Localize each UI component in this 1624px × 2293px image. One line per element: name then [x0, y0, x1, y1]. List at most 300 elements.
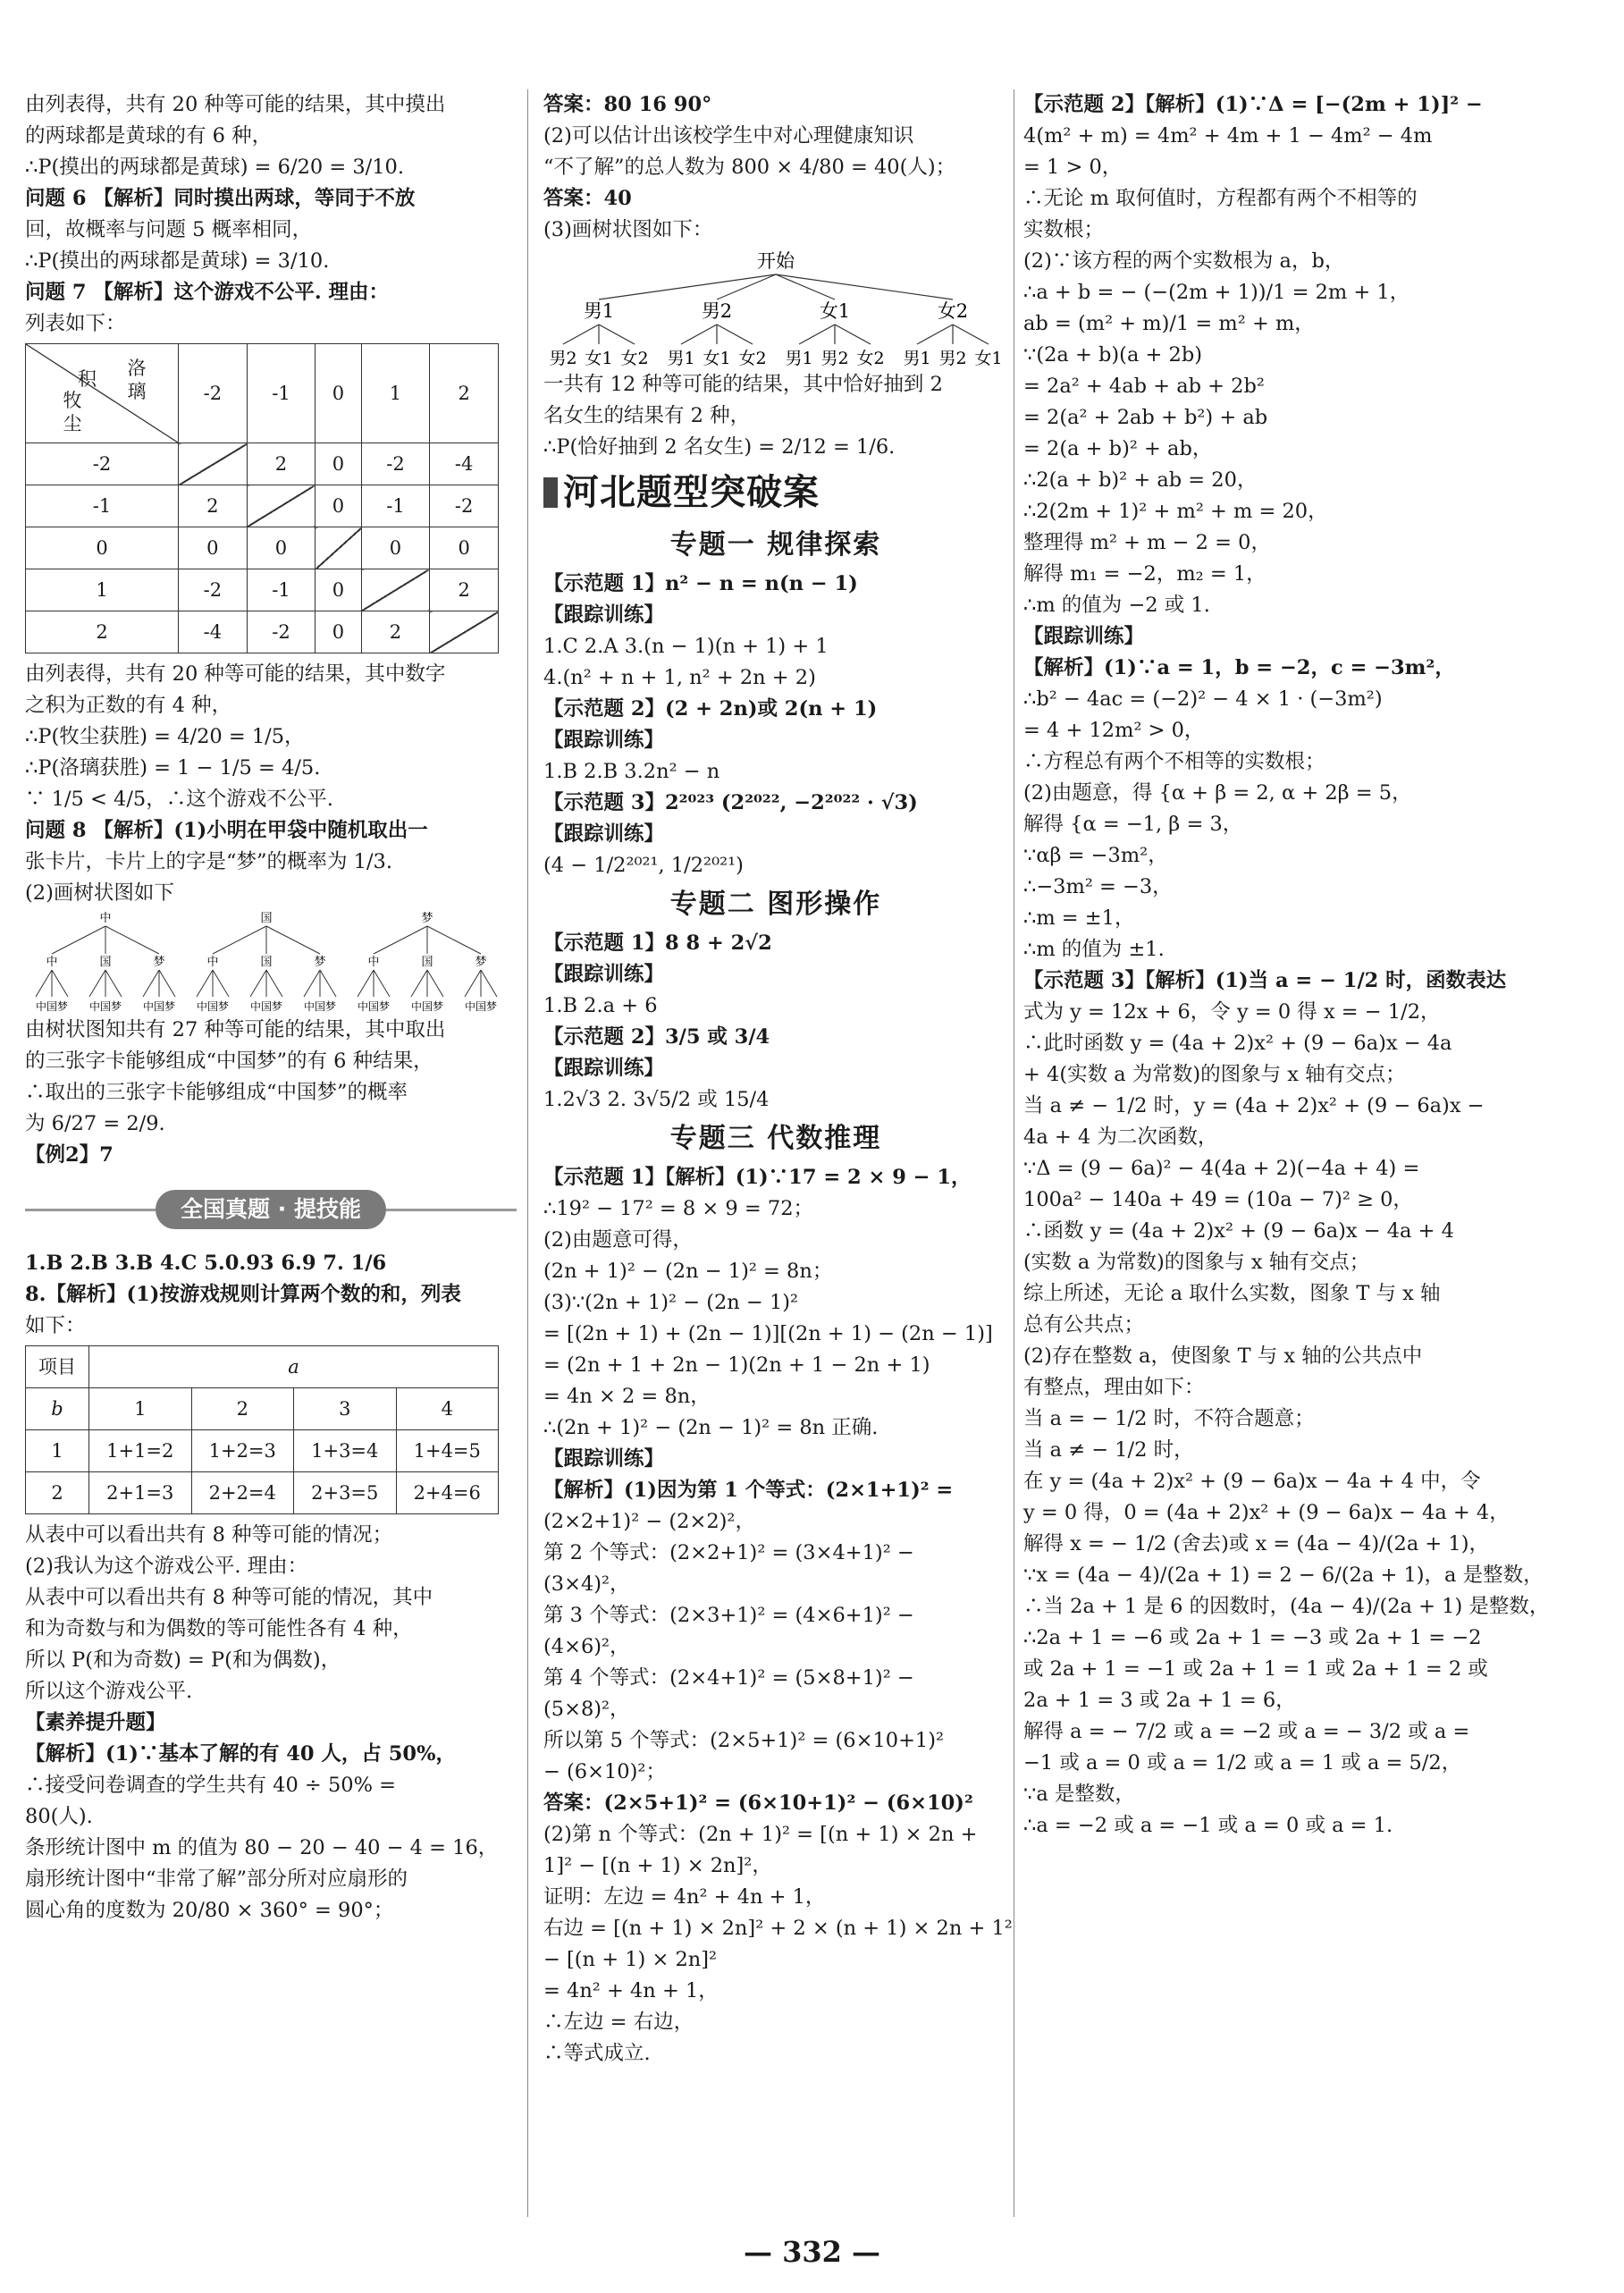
tree-leaf-node: 女1 [974, 349, 1003, 368]
table-cell: 1+2=3 [191, 1430, 294, 1472]
text-line: (2)画树状图如下 [25, 881, 174, 905]
text-line: 【跟踪训练】 [1023, 625, 1145, 648]
text-line: 100a² − 140a + 49 = (10a − 7)² ≥ 0， [1023, 1188, 1413, 1211]
sum-table-a-val: 4 [396, 1388, 499, 1430]
text-line: (2)由题意，得 {α + β = 2, α + 2β = 5， [1023, 781, 1412, 805]
corner-label-top: 洛璃 [127, 358, 147, 402]
table-cell [247, 485, 316, 527]
table-cell: -1 [247, 569, 316, 611]
table-row-header: 1 [26, 569, 179, 611]
table-cell: 2 [361, 611, 430, 653]
text-line: 【示范题 3】【解析】(1)当 a = − 1/2 时，函数表达 [1023, 969, 1507, 992]
text-line: 问题 7 【解析】这个游戏不公平. 理由： [25, 281, 389, 304]
tree-root-node: 梦 [421, 912, 433, 925]
text-line: 解得 m₁ = −2，m₂ = 1， [1023, 562, 1266, 586]
text-line: 答案：80 16 90° [543, 93, 712, 116]
tree-branch [358, 970, 374, 997]
tree-branch [36, 970, 52, 997]
text-line: (3)画树状图如下： [543, 218, 713, 241]
text-line: ∴取出的三张字卡能够组成“中国梦”的概率 [25, 1081, 408, 1104]
tree-mid-node: 梦 [153, 956, 165, 969]
text-line: 问题 6 【解析】同时摸出两球，等同于不放 [25, 187, 416, 210]
table-cell: -4 [430, 443, 499, 485]
tree-level1-node: 女1 [819, 300, 851, 322]
topic-heading-1: 专题一 规律探索 [669, 529, 882, 561]
section-banner [25, 1176, 517, 1243]
tree-level1-node: 女2 [937, 300, 969, 322]
text-line: 【跟踪训练】 [543, 822, 665, 846]
text-line: 实数根； [1023, 218, 1105, 241]
text-line: (2)第 n 个等式：(2n + 1)² = [(n + 1) × 2n + [543, 1823, 978, 1846]
text-line: 【示范题 1】n² − n = n(n − 1) [543, 572, 858, 595]
table-cell: 2+4=6 [396, 1472, 499, 1514]
text-line: ∴函数 y = (4a + 2)x² + (9 − 6a)x − 4a + 4 [1023, 1219, 1454, 1243]
text-line: 之积为正数的有 4 种， [25, 694, 232, 717]
text-line: = 4n × 2 = 8n， [543, 1385, 711, 1408]
text-line: 综上所述，无论 a 取什么实数，图象 T 与 x 轴 [1023, 1282, 1441, 1305]
tree-branch [776, 274, 953, 299]
text-line: 在 y = (4a + 2)x² + (9 − 6a)x − 4a + 4 中，令 [1023, 1470, 1481, 1493]
text-line: (3×4)²， [543, 1572, 630, 1596]
tree-leaf-group: 中国梦 [464, 1000, 498, 1013]
text-line: ∴a + b = − (−(2m + 1))/1 = 2m + 1， [1023, 281, 1410, 304]
sum-table-body [26, 1430, 499, 1514]
tree-branch [143, 970, 159, 997]
text-line: (2)由题意可得， [543, 1228, 693, 1252]
table-cell: 2+3=5 [294, 1472, 397, 1514]
tree-branch [105, 970, 122, 997]
table-cell: 2 [430, 569, 499, 611]
tree-root-node: 中 [99, 912, 112, 925]
banner-line-right [386, 1209, 517, 1211]
tree-mid-node: 国 [421, 956, 433, 969]
tree-leaf-node: 男1 [903, 349, 931, 368]
text-line: ∵ 1/5 < 4/5，∴这个游戏不公平. [25, 788, 333, 811]
text-line: 为 6/27 = 2/9. [25, 1112, 165, 1135]
text-line: 【示范题 2】(2 + 2n)或 2(n + 1) [543, 697, 878, 721]
sum-table-header-a: a [89, 1346, 499, 1388]
table-cell: 1+1=2 [89, 1430, 192, 1472]
table-cell: 2+1=3 [89, 1472, 192, 1514]
text-line: ∴2a + 1 = −6 或 2a + 1 = −3 或 2a + 1 = −2 [1023, 1626, 1482, 1649]
tree-leaf-node: 男1 [667, 349, 695, 368]
text-line: 整理得 m² + m − 2 = 0， [1023, 531, 1271, 554]
text-line: ∴P(牧尘获胜) = 4/20 = 1/5， [25, 725, 305, 748]
text-line: + 4(实数 a 为常数)的图象与 x 轴有交点； [1023, 1063, 1406, 1086]
text-line: 问题 8 【解析】(1)小明在甲袋中随机取出一 [25, 819, 428, 842]
table-cell [361, 569, 430, 611]
table-cell: -2 [179, 569, 248, 611]
text-line: (4 − 1/2²⁰²¹, 1/2²⁰²¹) [543, 854, 744, 877]
tree-branch [799, 325, 835, 344]
tree-branch [197, 970, 213, 997]
text-line: 答案：(2×5+1)² = (6×10+1)² − (6×10)² [543, 1791, 973, 1815]
topic-heading-2: 专题二 图形操作 [669, 889, 882, 920]
table-cell: 1+3=4 [294, 1430, 397, 1472]
text-line: = (2n + 1 + 2n − 1)(2n + 1 − 2n + 1) [543, 1353, 930, 1377]
text-line: 的三张字卡能够组成“中国梦”的有 6 种结果， [25, 1050, 433, 1073]
tree-branch [105, 926, 159, 954]
col2-block-a [543, 89, 1008, 246]
text-line: = 4 + 12m² > 0， [1023, 719, 1205, 742]
tree-mid-node: 中 [367, 956, 380, 969]
text-line: 【跟踪训练】 [543, 603, 665, 627]
table-row [26, 569, 499, 611]
text-line: 扇形统计图中“非常了解”部分所对应扇形的 [25, 1867, 408, 1891]
text-line: ∵(2a + b)(a + 2b) [1023, 343, 1203, 367]
tree-leaf-node: 女1 [585, 349, 613, 368]
tree-leaf-group: 中国梦 [357, 1000, 391, 1013]
corner-label-bottom: 牧尘 [63, 390, 105, 434]
tree-leaf-node: 女2 [738, 349, 767, 368]
text-line: 所以 P(和为奇数) = P(和为偶数)， [25, 1648, 341, 1672]
table-cell: 0 [316, 443, 361, 485]
text-line: 1.2√3 2. 3√5/2 或 15/4 [543, 1088, 770, 1111]
col2-block-c [543, 569, 1008, 881]
tree-leaf-group: 中国梦 [142, 1000, 176, 1013]
text-line: 条形统计图中 m 的值为 80 − 20 − 40 − 4 = 16， [25, 1836, 499, 1859]
text-line: 证明：左边 = 4n² + 4n + 1， [543, 1885, 826, 1909]
tree-branch [411, 970, 427, 997]
table-row-header: 1 [26, 1430, 89, 1472]
text-line: (2)∵该方程的两个实数根为 a，b， [1023, 249, 1345, 273]
tree-mid-node: 梦 [314, 956, 326, 969]
tree-leaf-node: 女1 [703, 349, 731, 368]
text-line: − (6×10)²； [543, 1760, 666, 1783]
text-line: (2)我认为这个游戏公平. 理由： [25, 1555, 308, 1578]
text-line: 圆心角的度数为 20/80 × 360° = 90°； [25, 1899, 394, 1922]
text-line: 所以这个游戏公平. [25, 1680, 193, 1703]
text-line: 2a + 1 = 3 或 2a + 1 = 6， [1023, 1689, 1296, 1712]
text-line: ∴左边 = 右边， [543, 2011, 694, 2034]
topic-heading-3: 专题三 代数推理 [669, 1123, 882, 1154]
col1-block-b [25, 659, 517, 909]
text-line: ∴接受问卷调查的学生共有 40 ÷ 50% = [25, 1774, 396, 1797]
tree-branch [52, 970, 68, 997]
tree-branch [835, 325, 871, 344]
table-cell: 0 [430, 527, 499, 569]
text-line: ∴m 的值为 ±1. [1023, 938, 1165, 961]
col3-block-a [1023, 89, 1595, 1842]
product-table [25, 343, 499, 653]
tree-diagram-students [543, 246, 1008, 369]
table-cell: -2 [247, 611, 316, 653]
tree-branch [917, 325, 953, 344]
table-row [26, 1430, 499, 1472]
text-line: (实数 a 为常数)的图象与 x 轴有交点； [1023, 1251, 1370, 1274]
answers-row: 1.B 2.B 3.B 4.C 5.0.93 6.9 7. 1/6 [25, 1252, 387, 1275]
table-cell: 0 [179, 527, 248, 569]
text-line: 4.(n² + n + 1, n² + 2n + 2) [543, 666, 816, 689]
tree-leaf-node: 女2 [856, 349, 885, 368]
table-cell: -4 [179, 611, 248, 653]
table-row [26, 611, 499, 653]
tree-branch [89, 970, 105, 997]
text-line: = 4n² + 4n + 1， [543, 1979, 719, 2002]
column-3 [1023, 89, 1595, 1842]
section-heading-hebei [543, 463, 1008, 522]
tree-branch [159, 970, 175, 997]
text-line: = 2(a² + 2ab + b²) + ab [1023, 406, 1268, 429]
tree-branch [52, 926, 105, 954]
text-line: 解得 {α = −1, β = 3， [1023, 813, 1243, 836]
text-line: − [(n + 1) × 2n]² [543, 1948, 718, 1971]
sum-table-b: b [26, 1388, 89, 1430]
tree-branch [563, 325, 599, 344]
tree-leaf-node: 男2 [820, 349, 849, 368]
tree-branch [427, 970, 443, 997]
text-line: 当 a = − 1/2 时，不符合题意； [1023, 1407, 1315, 1430]
text-line: 第 2 个等式：(2×2+1)² = (3×4+1)² − [543, 1541, 914, 1564]
text-line: = [(2n + 1) + (2n − 1)][(2n + 1) − (2n − 1)] [543, 1322, 993, 1345]
text-line: ∴无论 m 取何值时，方程都有两个不相等的 [1023, 187, 1418, 210]
tree-branch [374, 926, 427, 954]
table-col-header: 0 [316, 344, 361, 443]
tree-leaf-group: 中国梦 [88, 1000, 122, 1013]
text-line: ∴(2n + 1)² − (2n − 1)² = 8n 正确. [543, 1416, 879, 1439]
tree-leaf-group: 中国梦 [303, 1000, 337, 1013]
table-cell: 2 [247, 443, 316, 485]
text-line: ∴m 的值为 −2 或 1. [1023, 594, 1210, 617]
tree-branch [213, 970, 229, 997]
text-line: “不了解”的总人数为 800 × 4/80 = 40(人)； [543, 156, 956, 179]
text-line: ∵a 是整数， [1023, 1783, 1135, 1806]
text-line: 由树状图知共有 27 种等可能的结果，其中取出 [25, 1018, 446, 1041]
col2-block-b [543, 369, 1008, 463]
tree-leaf-group: 中国梦 [35, 1000, 69, 1013]
table-col-header: 2 [430, 344, 499, 443]
column-divider-1 [527, 89, 528, 2217]
text-line: 名女生的结果有 2 种， [543, 404, 751, 427]
text-line: 解得 x = − 1/2 (舍去)或 x = (4a − 4)/(2a + 1)， [1023, 1532, 1490, 1555]
text-line: ∵x = (4a − 4)/(2a + 1) = 2 − 6/(2a + 1)，a 是整数， [1023, 1564, 1544, 1587]
table-col-header: -1 [247, 344, 316, 443]
text-line: 总有公共点； [1023, 1313, 1145, 1336]
tree-diagram-zhongguomeng [25, 909, 508, 1015]
text-line: 和为奇数与和为偶数的等可能性各有 4 种， [25, 1617, 413, 1640]
text-line: 【示范题 1】【解析】(1)∵17 = 2 × 9 − 1， [543, 1166, 972, 1189]
text-line: 第 3 个等式：(2×3+1)² = (4×6+1)² − [543, 1604, 914, 1627]
tree-leaf-node: 男2 [549, 349, 577, 368]
text-line: 当 a ≠ − 1/2 时，y = (4a + 2)x² + (9 − 6a)x − [1023, 1094, 1485, 1117]
text-line: 一共有 12 种等可能的结果，其中恰好抽到 2 [543, 373, 943, 396]
text-line: ∵Δ = (9 − 6a)² − 4(4a + 2)(−4a + 4) = [1023, 1157, 1420, 1180]
text-line: ∴P(恰好抽到 2 名女生) = 2/12 = 1/6. [543, 435, 896, 459]
sum-table [25, 1345, 499, 1514]
column-2 [543, 89, 1013, 2070]
text-line: ∵αβ = −3m²， [1023, 844, 1168, 867]
text-line: (2n + 1)² − (2n − 1)² = 8n； [543, 1260, 833, 1283]
table-cell: 0 [247, 527, 316, 569]
text-line: 【示范题 3】2²⁰²³ (2²⁰²², −2²⁰²² · √3) [543, 791, 918, 814]
text-line: ∴P(摸出的两球都是黄球) = 3/10. [25, 249, 330, 273]
text-line: = 2a² + 4ab + ab + 2b² [1023, 375, 1265, 398]
text-line: ∴此时函数 y = (4a + 2)x² + (9 − 6a)x − 4a [1023, 1032, 1452, 1055]
heading-marker [543, 477, 558, 508]
text-line: (5×8)²， [543, 1698, 630, 1721]
text-line: ∴−3m² = −3， [1023, 875, 1173, 898]
text-line: 或 2a + 1 = −1 或 2a + 1 = 1 或 2a + 1 = 2 或 [1023, 1657, 1488, 1681]
col1-block-d [25, 1279, 517, 1342]
text-line: 4a + 4 为二次函数， [1023, 1125, 1218, 1149]
col1-block-e [25, 1520, 517, 1926]
text-line: 答案：40 [543, 187, 632, 210]
text-line: 从表中可以看出共有 8 种等可能的情况； [25, 1523, 393, 1547]
table-col-header: 1 [361, 344, 430, 443]
tree-branch [250, 970, 266, 997]
tree-mid-node: 国 [260, 956, 273, 969]
table-row [26, 1472, 499, 1514]
table-cell: 0 [316, 569, 361, 611]
text-line: 【素养提升题】 [25, 1711, 166, 1734]
text-line: ∴19² − 17² = 8 × 9 = 72； [543, 1197, 814, 1220]
sum-table-a-val: 3 [294, 1388, 397, 1430]
text-line: 【解析】(1)∵基本了解的有 40 人，占 50%， [25, 1742, 456, 1766]
table-row-header: 2 [26, 1472, 89, 1514]
text-line: 1.B 2.B 3.2n² − n [543, 760, 720, 783]
banner-line-left [25, 1209, 156, 1211]
text-line: 所以第 5 个等式：(2×5+1)² = (6×10+1)² [543, 1729, 945, 1752]
text-line: 4(m² + m) = 4m² + 4m + 1 − 4m² − 4m [1023, 124, 1433, 148]
tree-branch [681, 325, 717, 344]
table-cell: 0 [316, 611, 361, 653]
tree-root-node: 国 [260, 912, 273, 925]
table-row-header: -1 [26, 485, 179, 527]
tree-branch [599, 325, 635, 344]
table-cell: -2 [361, 443, 430, 485]
sum-table-a-val: 1 [89, 1388, 192, 1430]
table-row-header: 2 [26, 611, 179, 653]
text-line: 从表中可以看出共有 8 种等可能的情况，其中 [25, 1586, 433, 1609]
text-line: 列表如下： [25, 312, 126, 335]
tree-mid-node: 国 [99, 956, 112, 969]
table-cell [430, 611, 499, 653]
corner-label-mid: 积 [78, 368, 97, 390]
text-line: (2×2+1)² − (2×2)²， [543, 1510, 755, 1533]
text-line: 【示范题 2】3/5 或 3/4 [543, 1025, 770, 1049]
text-line: 【跟踪训练】 [543, 1057, 665, 1080]
tree-root-node: 开始 [757, 250, 795, 272]
text-line: 第 4 个等式：(2×4+1)² = (5×8+1)² − [543, 1666, 914, 1690]
text-line: 右边 = [(n + 1) × 2n]² + 2 × (n + 1) × 2n + 1² [543, 1917, 1013, 1940]
text-line: 80(人). [25, 1805, 93, 1828]
tree-leaf-group: 中国梦 [410, 1000, 444, 1013]
tree-branch [266, 970, 282, 997]
text-line: 当 a ≠ − 1/2 时， [1023, 1438, 1194, 1462]
tree-branch [717, 325, 753, 344]
table-col-header: -2 [179, 344, 248, 443]
text-line: ∴等式成立. [543, 2042, 651, 2065]
text-line: 【解析】(1)∵a = 1，b = −2，c = −3m²， [1023, 656, 1455, 679]
tree-mid-node: 中 [46, 956, 58, 969]
text-line: (3)∵(2n + 1)² − (2n − 1)² [543, 1291, 799, 1314]
table-row [26, 527, 499, 569]
text-line: 回，故概率与问题 5 概率相同， [25, 218, 313, 241]
product-table-body [26, 443, 499, 653]
text-line: ∴b² − 4ac = (−2)² − 4 × 1 · (−3m²) [1023, 687, 1383, 711]
text-line: 1]² − [(n + 1) × 2n]²， [543, 1854, 772, 1877]
tree-leaf-group: 中国梦 [196, 1000, 230, 1013]
tree-branch [427, 926, 481, 954]
tree-branch [213, 926, 266, 954]
text-line: ∴2(2m + 1)² + m² + m = 20， [1023, 500, 1328, 523]
table-corner [26, 344, 179, 443]
tree-leaf-node: 男1 [785, 349, 813, 368]
col1-block-c [25, 1015, 517, 1171]
table-cell: 0 [361, 527, 430, 569]
tree-level1-node: 男1 [583, 300, 615, 322]
text-line: ∴P(洛璃获胜) = 1 − 1/5 = 4/5. [25, 756, 321, 780]
text-line: −1 或 a = 0 或 a = 1/2 或 a = 1 或 a = 5/2， [1023, 1751, 1462, 1775]
tree-branch [304, 970, 320, 997]
text-line: = 2(a + b)² + ab， [1023, 437, 1213, 460]
text-line: 由列表得，共有 20 种等可能的结果，其中数字 [25, 662, 446, 686]
tree-leaf-node: 女2 [620, 349, 649, 368]
text-line: (2)可以估计出该校学生中对心理健康知识 [543, 124, 914, 148]
text-line: ∴2(a + b)² + ab = 20， [1023, 468, 1258, 492]
table-cell [179, 443, 248, 485]
text-line: 式为 y = 12x + 6，令 y = 0 得 x = − 1/2， [1023, 1000, 1441, 1024]
sum-table-a-val: 2 [191, 1388, 294, 1430]
text-line: 的两球都是黄球的有 6 种， [25, 124, 273, 148]
text-line: ab = (m² + m)/1 = m² + m， [1023, 312, 1315, 335]
text-line: 【例2】7 [25, 1143, 114, 1167]
tree-leaf-group: 中国梦 [249, 1000, 283, 1013]
text-line: 有整点，理由如下： [1023, 1376, 1205, 1399]
column-1 [25, 89, 517, 1926]
text-line: ∴m = ±1， [1023, 906, 1135, 930]
col2-block-e [543, 1162, 1013, 2070]
text-line: (2)存在整数 a，使图象 T 与 x 轴的公共点中 [1023, 1345, 1423, 1368]
tree-level1-node: 男2 [701, 300, 733, 322]
text-line: 如下： [25, 1314, 86, 1337]
text-line: (4×6)²， [543, 1635, 630, 1658]
text-line: ∴方程总有两个不相等的实数根； [1023, 750, 1325, 773]
tree-branch [599, 274, 776, 299]
table-cell: 2+2=4 [191, 1472, 294, 1514]
text-line: = 1 > 0， [1023, 156, 1123, 179]
text-line: 【跟踪训练】 [543, 963, 665, 986]
sum-table-header-item: 项目 [26, 1346, 89, 1388]
tree-branch [266, 926, 320, 954]
table-row [26, 443, 499, 485]
table-cell [316, 527, 361, 569]
text-line: 解得 a = − 7/2 或 a = −2 或 a = − 3/2 或 a = [1023, 1720, 1470, 1743]
table-cell: 0 [316, 485, 361, 527]
text-line: 【跟踪训练】 [543, 729, 665, 752]
text-line: y = 0 得，0 = (4a + 2)x² + (9 − 6a)x − 4a + 4， [1023, 1501, 1510, 1524]
tree-branch [374, 970, 390, 997]
text-line: 【示范题 2】【解析】(1)∵Δ = [−(2m + 1)]² − [1023, 93, 1483, 116]
table-cell: 2 [179, 485, 248, 527]
table-row-header: 0 [26, 527, 179, 569]
text-line: 由列表得，共有 20 种等可能的结果，其中摸出 [25, 93, 446, 116]
text-line: ∴P(摸出的两球都是黄球) = 6/20 = 3/10. [25, 156, 405, 179]
text-line: 1.C 2.A 3.(n − 1)(n + 1) + 1 [543, 635, 829, 658]
table-row-header: -2 [26, 443, 179, 485]
text-line: ∴a = −2 或 a = −1 或 a = 0 或 a = 1. [1023, 1814, 1393, 1837]
col2-block-d [543, 928, 1008, 1116]
tree-branch [465, 970, 481, 997]
table-row [26, 485, 499, 527]
tree-mid-node: 中 [206, 956, 219, 969]
tree-branch [481, 970, 497, 997]
table-cell: -1 [361, 485, 430, 527]
tree-leaf-node: 男2 [938, 349, 967, 368]
page-number: — 332 — [743, 2235, 881, 2269]
tree-branch [953, 325, 989, 344]
text-line: 1.B 2.a + 6 [543, 994, 658, 1017]
